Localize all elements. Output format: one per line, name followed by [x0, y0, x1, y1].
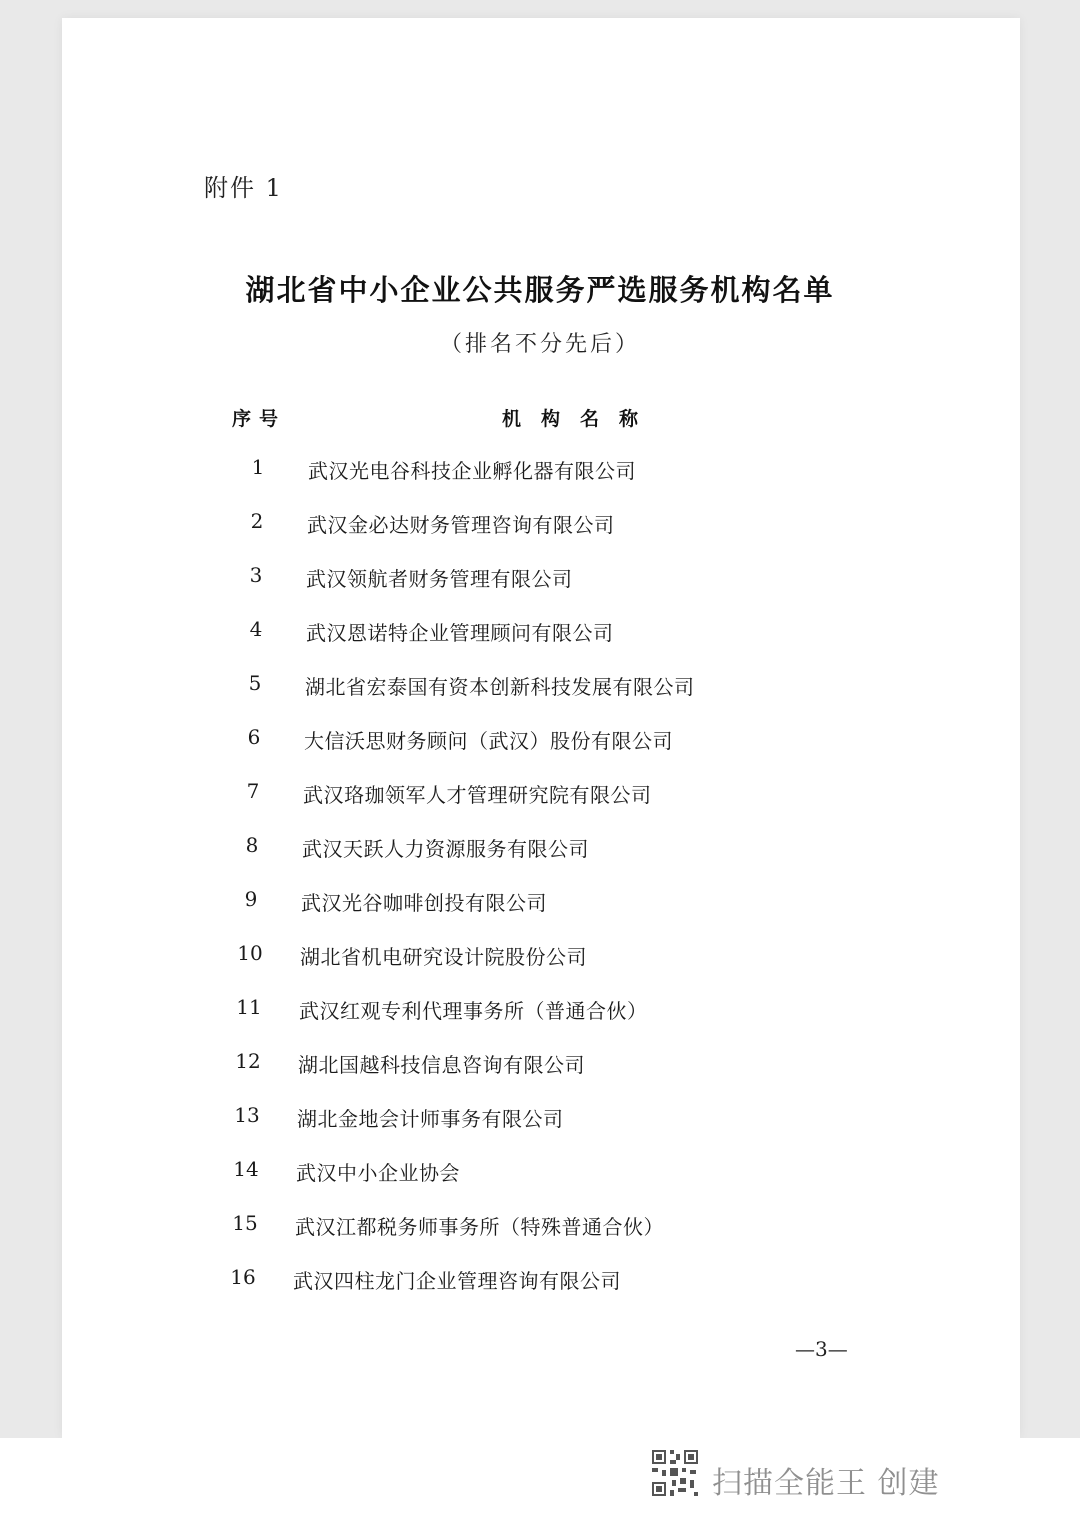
list-item-name: 武汉光电谷科技企业孵化器有限公司	[308, 459, 636, 483]
list-item-name: 武汉天跃人力资源服务有限公司	[302, 837, 589, 861]
list-item-number: 8	[245, 833, 259, 857]
list-item-name: 大信沃思财务顾问（武汉）股份有限公司	[304, 729, 673, 753]
list-item-number: 11	[236, 995, 262, 1019]
list-item-name: 湖北省宏泰国有资本创新科技发展有限公司	[305, 675, 695, 699]
list-item-name: 湖北金地会计师事务有限公司	[297, 1107, 564, 1131]
list-item-number: 15	[232, 1211, 258, 1235]
list-item-number: 1	[251, 455, 265, 479]
list-item-name: 武汉金必达财务管理咨询有限公司	[307, 513, 615, 537]
column-header-number: 序号	[232, 408, 287, 430]
list-item-name: 武汉四柱龙门企业管理咨询有限公司	[293, 1269, 621, 1293]
list-item-name: 武汉红观专利代理事务所（普通合伙）	[299, 999, 648, 1023]
column-header-name: 机构名称	[502, 408, 659, 430]
list-item-number: 16	[230, 1265, 256, 1289]
attachment-label: 附件 1	[204, 174, 283, 202]
list-item-name: 武汉江都税务师事务所（特殊普通合伙）	[295, 1215, 664, 1239]
list-item-name: 武汉中小企业协会	[296, 1161, 460, 1185]
list-item-name: 湖北国越科技信息咨询有限公司	[298, 1053, 585, 1077]
list-item-number: 3	[249, 563, 263, 587]
list-item-number: 6	[247, 725, 261, 749]
list-item-name: 武汉珞珈领军人才管理研究院有限公司	[303, 783, 652, 807]
list-item-name: 武汉光谷咖啡创投有限公司	[301, 891, 547, 915]
list-item-number: 5	[248, 671, 262, 695]
list-item-name: 湖北省机电研究设计院股份公司	[300, 945, 587, 969]
page-number: —3—	[795, 1337, 848, 1361]
list-item-number: 4	[249, 617, 263, 641]
document-subtitle: （排名不分先后）	[439, 332, 640, 357]
list-item-number: 12	[235, 1049, 261, 1073]
watermark-text: 扫描全能王 创建	[712, 1466, 940, 1501]
list-item-name: 武汉恩诺特企业管理顾问有限公司	[306, 621, 614, 645]
list-item-number: 13	[234, 1103, 260, 1127]
qr-code-icon	[650, 1448, 700, 1498]
list-item-number: 14	[233, 1157, 259, 1181]
document-title: 湖北省中小企业公共服务严选服务机构名单	[245, 273, 835, 307]
list-item-number: 7	[246, 779, 260, 803]
list-item-number: 2	[250, 509, 264, 533]
list-item-number: 9	[244, 887, 258, 911]
list-item-number: 10	[237, 941, 263, 965]
list-item-name: 武汉领航者财务管理有限公司	[306, 567, 573, 591]
